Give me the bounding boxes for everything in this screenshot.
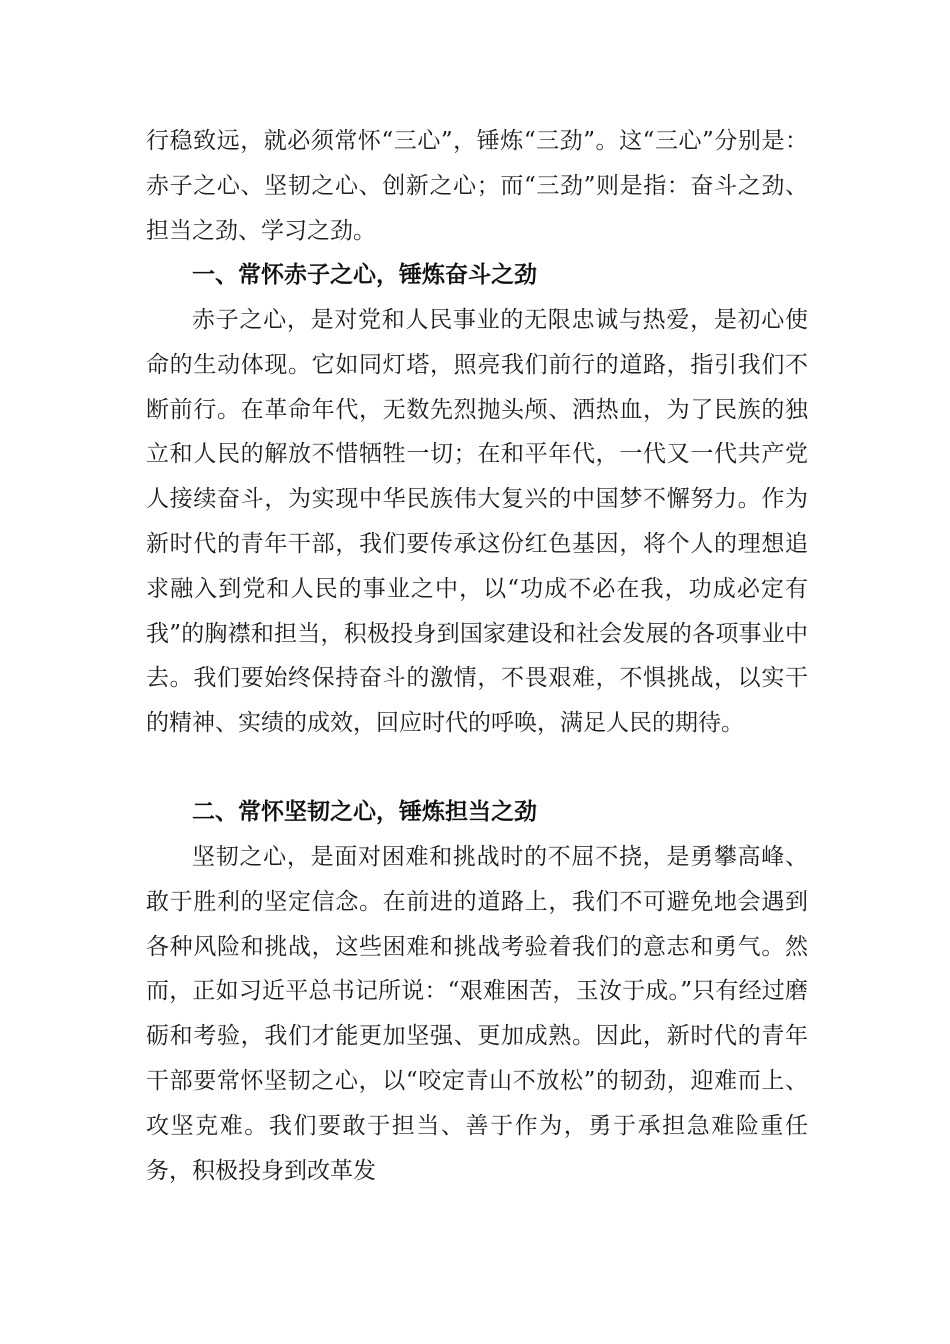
section-2-heading: 二、常怀坚韧之心，锤炼担当之劲 <box>192 799 537 825</box>
section-1-heading: 一、常怀赤子之心，锤炼奋斗之劲 <box>192 262 537 288</box>
section-2-paragraph: 坚韧之心，是面对困难和挑战时的不屈不挠，是勇攀高峰、敢于胜利的坚定信念。在前进的道路上，我们不可避免地会遇到各种风险和挑战，这些困难和挑战考验着我们的意志和勇气。然而，正如习近平总书记所说：“艰难困苦，玉汝于成。”只有经过磨砺和考验，我们才能更加坚强、更加成熟。因此，新时代的青年干部要常怀坚韧之心，以“咬定青山不放松”的韧劲，迎难而上、攻坚克难。我们要敢于担当、善于作为，勇于承担急难险重任务，积极投身到改革发 <box>146 844 808 1184</box>
section-1-paragraph: 赤子之心，是对党和人民事业的无限忠诚与热爱，是初心使命的生动体现。它如同灯塔，照亮我们前行的道路，指引我们不断前行。在革命年代，无数先烈抛头颅、洒热血，为了民族的独立和人民的解放不惜牺牲一切；在和平年代，一代又一代共产党人接续奋斗，为实现中华民族伟大复兴的中国梦不懈努力。作为新时代的青年干部，我们要传承这份红色基因，将个人的理想追求融入到党和人民的事业之中，以“功成不必在我，功成必定有我”的胸襟和担当，积极投身到国家建设和社会发展的各项事业中去。我们要始终保持奋斗的激情，不畏艰难，不惧挑战，以实干的精神、实绩的成效，回应时代的呼唤，满足人民的期待。 <box>146 307 808 737</box>
intro-paragraph: 行稳致远，就必须常怀“三心”，锤炼“三劲”。这“三心”分别是：赤子之心、坚韧之心、创新之心；而“三劲”则是指：奋斗之劲、担当之劲、学习之劲。 <box>146 128 808 244</box>
